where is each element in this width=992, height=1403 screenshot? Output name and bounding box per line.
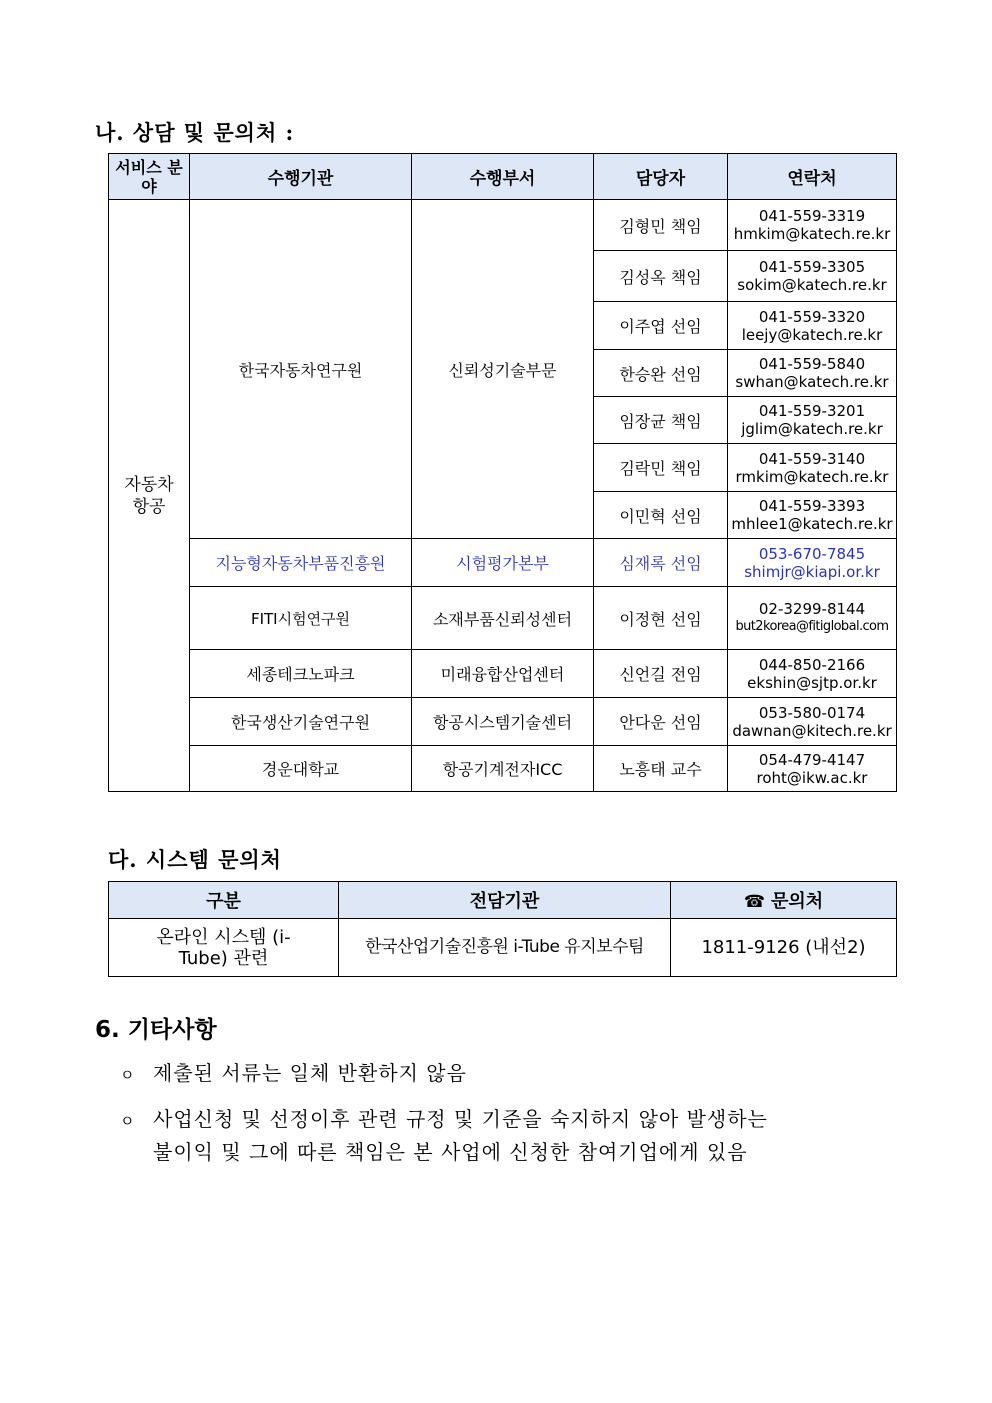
contact-cell xyxy=(728,302,897,350)
table-row xyxy=(109,698,897,746)
system-inquiry-table xyxy=(108,881,897,977)
header-organization: 전담기관 xyxy=(339,882,671,919)
department-cell: 미래융합산업센터 xyxy=(412,650,594,698)
department-cell: 항공기계전자ICC xyxy=(412,746,594,792)
institution-cell: 세종테크노파크 xyxy=(190,650,412,698)
table-row xyxy=(109,746,897,792)
bullet-mark: ㅇ xyxy=(120,1066,136,1084)
category-label: 온라인 시스템 (i-Tube) 관련 xyxy=(156,926,291,969)
table-row xyxy=(109,587,897,650)
email-address: mhlee1@katech.re.kr xyxy=(731,515,893,533)
institution-cell: 지능형자동차부품진흥원 xyxy=(190,539,412,587)
contact-cell xyxy=(728,539,897,587)
phone-number: 041-559-3320 xyxy=(758,307,866,326)
person-cell: 김성옥 책임 xyxy=(594,251,728,302)
phone-number: 041-559-3140 xyxy=(758,449,866,468)
inquiry-contact-cell: 1811-9126 (내선2) xyxy=(671,919,897,977)
phone-number: 041-559-3319 xyxy=(758,207,866,225)
person-cell: 이주엽 선임 xyxy=(594,302,728,350)
phone-number: 041-559-3201 xyxy=(758,402,866,420)
email-address: dawnan@kitech.re.kr xyxy=(732,721,892,740)
contact-cell xyxy=(728,397,897,444)
bullet-text-continuation: 불이익 및 그에 따른 책임은 본 사업에 신청한 참여기업에게 있음 xyxy=(153,1140,748,1164)
email-address: but2korea@fitiglobal.com xyxy=(735,619,889,634)
person-cell: 임장균 책임 xyxy=(594,397,728,444)
department-cell: 소재부품신뢰성센터 xyxy=(412,587,594,650)
table-row xyxy=(109,650,897,698)
contact-cell xyxy=(728,492,897,539)
table-header-row xyxy=(109,154,897,200)
contact-cell xyxy=(728,444,897,492)
header-contact: 연락처 xyxy=(728,154,897,200)
service-area-cell xyxy=(109,200,190,792)
contact-cell xyxy=(728,587,897,650)
person-cell: 신언길 전임 xyxy=(594,650,728,698)
phone-number: 041-559-3393 xyxy=(758,497,866,515)
consultation-contact-table xyxy=(108,153,897,792)
header-institution: 수행기관 xyxy=(190,154,412,200)
bullet-text: 사업신청 및 선정이후 관련 규정 및 기준을 숙지하지 않아 발생하는 xyxy=(153,1107,768,1131)
contact-cell xyxy=(728,350,897,397)
contact-cell xyxy=(728,746,897,792)
email-address: hmkim@katech.re.kr xyxy=(733,225,891,243)
phone-number: 041-559-3305 xyxy=(758,258,866,276)
organization-cell: 한국산업기술진흥원 i-Tube 유지보수팀 xyxy=(339,919,671,977)
header-department: 수행부서 xyxy=(412,154,594,200)
email-address: jglim@katech.re.kr xyxy=(741,420,883,438)
category-cell xyxy=(109,919,339,977)
person-cell: 안다운 선임 xyxy=(594,698,728,746)
department-cell: 항공시스템기술센터 xyxy=(412,698,594,746)
table-row xyxy=(109,919,897,977)
header-inquiry-label: 문의처 xyxy=(771,891,824,912)
email-address: rmkim@katech.re.kr xyxy=(735,467,889,486)
phone-icon: ☎ xyxy=(743,892,765,912)
bullet-text: 제출된 서류는 일체 반환하지 않음 xyxy=(153,1061,467,1085)
person-cell: 김형민 책임 xyxy=(594,200,728,251)
header-person: 담당자 xyxy=(594,154,728,200)
list-item xyxy=(120,1104,768,1168)
email-address: shimjr@kiapi.or.kr xyxy=(744,562,880,581)
phone-number: 044-850-2166 xyxy=(758,655,866,674)
contact-cell xyxy=(728,200,897,251)
person-cell: 노흥태 교수 xyxy=(594,746,728,792)
section-title-system-inquiry: 다. 시스템 문의처 xyxy=(108,847,282,872)
section-title-other-matters: 6. 기타사항 xyxy=(95,1017,217,1043)
bullet-mark: ㅇ xyxy=(120,1112,136,1130)
contact-cell xyxy=(728,251,897,302)
phone-number: 053-670-7845 xyxy=(758,544,866,563)
institution-cell: 한국생산기술연구원 xyxy=(190,698,412,746)
list-item xyxy=(120,1058,467,1091)
institution-cell: 한국자동차연구원 xyxy=(190,200,412,539)
department-cell: 신뢰성기술부문 xyxy=(412,200,594,539)
table-row-highlighted xyxy=(109,539,897,587)
service-area-label: 자동차 항공 xyxy=(124,474,174,517)
header-inquiry xyxy=(671,882,897,919)
person-cell: 이정현 선임 xyxy=(594,587,728,650)
header-category: 구분 xyxy=(109,882,339,919)
person-cell: 한승완 선임 xyxy=(594,350,728,397)
phone-number: 053-580-0174 xyxy=(758,703,866,722)
phone-number: 054-479-4147 xyxy=(758,750,866,769)
email-address: swhan@katech.re.kr xyxy=(735,373,889,391)
phone-number: 041-559-5840 xyxy=(758,355,866,373)
person-cell: 김락민 책임 xyxy=(594,444,728,492)
institution-cell: FITI시험연구원 xyxy=(190,587,412,650)
header-service-area: 서비스 분야 xyxy=(109,154,190,200)
section-title-consultation: 나. 상담 및 문의처 : xyxy=(95,120,295,145)
person-cell: 이민혁 선임 xyxy=(594,492,728,539)
email-address: sokim@katech.re.kr xyxy=(737,276,887,294)
department-cell: 시험평가본부 xyxy=(412,539,594,587)
contact-cell xyxy=(728,698,897,746)
contact-cell xyxy=(728,650,897,698)
email-address: leejy@katech.re.kr xyxy=(741,325,883,344)
person-cell: 심재록 선임 xyxy=(594,539,728,587)
table-row xyxy=(109,200,897,251)
institution-cell: 경운대학교 xyxy=(190,746,412,792)
phone-number: 02-3299-8144 xyxy=(758,600,866,618)
email-address: ekshin@sjtp.or.kr xyxy=(747,673,877,692)
email-address: roht@ikw.ac.kr xyxy=(756,768,868,787)
table-header-row xyxy=(109,882,897,919)
